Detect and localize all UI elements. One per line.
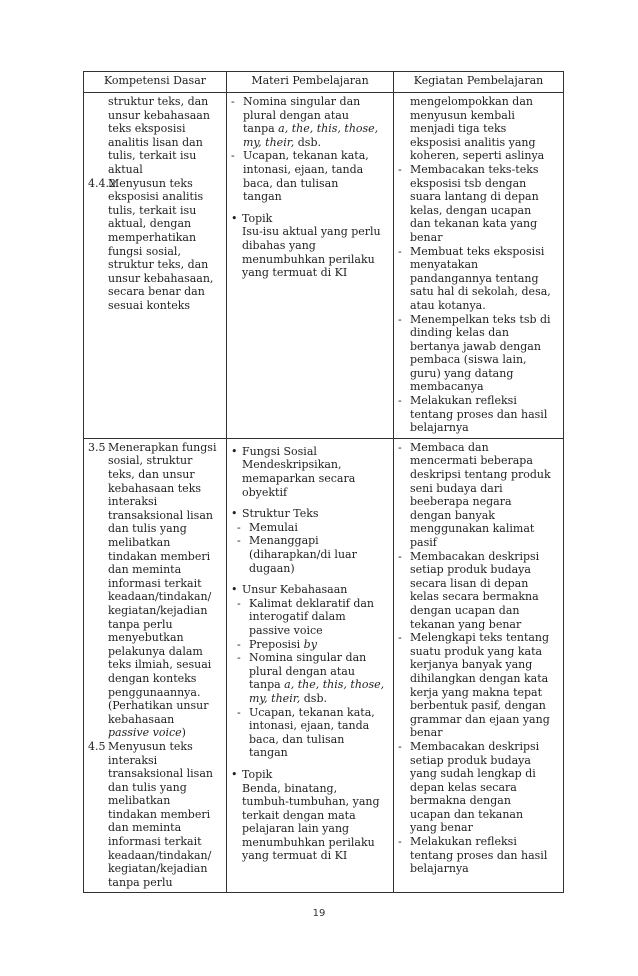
- unsur-kebahasaan-list: - Kalimat deklaratif dan interogatif dalam passive voice - Preposisi by - Nomina singular dan plural dengan atau tanpa a, the, this, those, my, their, dsb. - Ucapan, tekanan kata, intonasi, ejaan, tanda baca, dan tulisan tangan: [231, 597, 389, 760]
- text-line: menyusun kembali: [410, 108, 515, 122]
- text-line: tanpa perlu: [108, 875, 173, 889]
- text-line: menyebutkan: [108, 631, 184, 645]
- page-number: 19: [312, 908, 326, 919]
- text-line: bertanya jawab dengan: [410, 339, 541, 353]
- text-line: tulis, terkait isu: [108, 149, 197, 163]
- text-line: yang sudah lengkap di: [410, 767, 536, 781]
- text-line: eksposisi analitis yang: [410, 135, 536, 149]
- bullet-icon: •: [231, 767, 238, 781]
- text-line: berbentuk pasif, dengan: [410, 699, 546, 713]
- text-line: beeberapa negara: [410, 495, 512, 509]
- text-line: yang termuat di KI: [242, 266, 348, 280]
- text-line: Menyusun teks: [108, 176, 193, 190]
- text-line: plural dengan atau: [249, 664, 355, 678]
- text-line: pasif: [410, 536, 437, 549]
- text-line: tekanan yang benar: [410, 617, 522, 631]
- kegiatan-item: [398, 441, 559, 550]
- text-line: tentang proses dan hasil: [410, 848, 548, 862]
- ucapan-text: [249, 706, 389, 760]
- text-line: kelas secara bermakna: [410, 590, 539, 604]
- list-item-text: [410, 163, 559, 245]
- text-line: secara lisan di depan: [410, 576, 529, 590]
- text-line: aktual: [108, 162, 143, 176]
- text-line: terkait dengan mata: [242, 808, 356, 822]
- topik-text: [231, 225, 389, 279]
- text-line: interogatif dalam: [249, 610, 346, 624]
- text-line: kelas, dengan ucapan: [410, 203, 532, 217]
- text-line: atau kotanya.: [410, 298, 486, 312]
- text-line: kebahasaan teks: [108, 481, 202, 495]
- bullet-icon: •: [231, 444, 238, 458]
- text-line: yang termuat di KI: [242, 849, 348, 863]
- kegiatan-item: [398, 394, 559, 435]
- materi-topik: [231, 212, 389, 226]
- text-line: Nomina singular dan: [249, 651, 367, 665]
- table-header-row: [84, 72, 564, 93]
- text-line: deskripsi tentang produk: [410, 468, 551, 482]
- text-line: menjadi tiga teks: [410, 122, 507, 136]
- text-line: Mendeskripsikan,: [242, 458, 342, 472]
- list-item-text: [410, 394, 559, 435]
- dash-marker: -: [398, 835, 402, 849]
- text-line: sosial, struktur: [108, 454, 193, 468]
- text-line: dan meminta: [108, 821, 182, 835]
- ucapan-text: [243, 149, 389, 203]
- text-line: interaksi: [108, 753, 158, 767]
- kd-cell: [84, 93, 227, 439]
- text-line: Membacakan teks-teks: [410, 162, 539, 176]
- text-line: baca, dan tulisan: [249, 732, 345, 746]
- text-line: pembaca (siswa lain,: [410, 353, 527, 367]
- text-line: belajarnya: [410, 862, 469, 876]
- text-line: interaksi: [108, 495, 158, 509]
- fungsi-sosial-text: [231, 458, 389, 499]
- text-line: tindakan memberi: [108, 549, 211, 563]
- text-line: dengan ucapan dan: [410, 603, 520, 617]
- kegiatan-cell: [394, 93, 564, 439]
- text-line: kebahasaan: [108, 712, 175, 726]
- dash-marker: -: [398, 312, 402, 326]
- text-line: plural dengan atau: [243, 108, 349, 122]
- text-line: Memulai: [249, 520, 298, 534]
- text-line: menyatakan: [410, 258, 479, 272]
- text-line: pelakunya dalam: [108, 644, 203, 658]
- kegiatan-list: [398, 163, 559, 435]
- text-line: transaksional lisan: [108, 767, 213, 781]
- nomina-examples: a, the, this, those,: [278, 122, 379, 136]
- text-line: keadaan/tindakan/: [108, 848, 212, 862]
- text-line: secara benar dan: [108, 285, 205, 299]
- text-line: depan kelas secara: [410, 780, 517, 794]
- unsur-kebahasaan-heading: Unsur Kebahasaan: [242, 583, 348, 597]
- nomina-text-pre: tanpa: [243, 122, 279, 136]
- text-line: informasi terkait: [108, 576, 202, 590]
- text-line: menumbuhkan perilaku: [242, 835, 375, 849]
- list-item-text: [410, 550, 559, 632]
- text-line: Isu-isu aktual yang perlu: [242, 225, 381, 239]
- kd-text-end: ): [181, 726, 186, 740]
- text-line: grammar dan ejaan yang: [410, 712, 550, 726]
- list-item-text: [249, 534, 389, 575]
- nomina-text-pre: tanpa: [249, 678, 285, 692]
- materi-cell: [227, 93, 394, 439]
- text-line: Melengkapi teks tentang: [410, 631, 550, 645]
- list-item-text: [410, 441, 559, 550]
- text-line: Membacakan deskripsi: [410, 739, 540, 753]
- text-line: dan meminta: [108, 563, 182, 577]
- text-line: eksposisi tsb dengan: [410, 176, 527, 190]
- kegiatan-item: [398, 313, 559, 395]
- text-line: membacanya: [410, 380, 484, 394]
- dash-marker: -: [398, 739, 402, 753]
- text-line: setiap produk budaya: [410, 753, 531, 767]
- topik-heading: Topik: [242, 211, 273, 225]
- header-kegiatan-pembelajaran: Kegiatan Pembelajaran: [394, 72, 564, 93]
- text-line: teks, dan unsur: [108, 468, 195, 482]
- text-line: Ucapan, tekanan kata,: [249, 705, 375, 719]
- struktur-item: [237, 534, 389, 575]
- dash-marker: -: [398, 440, 402, 454]
- text-line: benar: [410, 726, 443, 740]
- text-line: Ucapan, tekanan kata,: [243, 149, 369, 163]
- text-line: pandangannya tentang: [410, 271, 539, 285]
- dash-marker: -: [237, 534, 241, 548]
- bullet-icon: •: [231, 583, 238, 597]
- text-line: tulis, terkait isu: [108, 203, 197, 217]
- list-item-text: [249, 521, 389, 535]
- text-line: setiap produk budaya: [410, 563, 531, 577]
- materi-cell: [227, 438, 394, 893]
- text-line: struktur teks, dan: [108, 258, 209, 272]
- header-kompetensi-dasar: Kompetensi Dasar: [84, 72, 227, 93]
- text-line: aktual, dengan: [108, 217, 192, 231]
- kd-text: [108, 441, 222, 740]
- text-line: melibatkan: [108, 536, 171, 549]
- list-item-text: [410, 835, 559, 876]
- materi-dash-item: - Nomina singular dan plural dengan atau tanpa a, the, this, those, my, their, dsb.: [231, 95, 389, 149]
- nomina-text: [249, 651, 389, 678]
- text-line: mencermati beberapa: [410, 454, 533, 468]
- header-materi-pembelajaran: Materi Pembelajaran: [227, 72, 394, 93]
- kegiatan-item: [398, 835, 559, 876]
- kegiatan-cell: [394, 438, 564, 893]
- topik-text: [231, 782, 389, 864]
- text-line: penggunaannya.: [108, 685, 201, 699]
- text-line: benar: [410, 230, 443, 244]
- text-line: koheren, seperti aslinya: [410, 149, 545, 163]
- text-line: intonasi, ejaan, tanda: [249, 719, 370, 733]
- nomina-text-post: dsb.: [300, 691, 327, 705]
- materi-topik: [231, 768, 389, 782]
- topik-heading: Topik: [242, 767, 273, 781]
- text-line: Membaca dan: [410, 440, 489, 454]
- table-row: [84, 438, 564, 893]
- kd-number: 4.4.2: [88, 176, 116, 190]
- text-line: analitis lisan dan: [108, 135, 203, 149]
- kd-text: [108, 177, 222, 313]
- list-item-text: [410, 631, 559, 740]
- text-line: dengan konteks: [108, 671, 197, 685]
- list-item-text: [410, 245, 559, 313]
- nomina-examples-2: my, their,: [243, 135, 295, 149]
- text-line: yang benar: [410, 821, 473, 835]
- kd-number: 4.5: [88, 739, 106, 753]
- text-line: menggunakan kalimat: [410, 522, 535, 536]
- text-line: seni budaya dari: [410, 481, 503, 495]
- text-line: dan tulis yang: [108, 522, 187, 536]
- text-line: Menyusun teks: [108, 739, 193, 753]
- text-line: tumbuh-tumbuhan, yang: [242, 795, 380, 809]
- dash-marker: -: [398, 162, 402, 176]
- materi-fungsi-sosial: [231, 445, 389, 459]
- kd-item-4-5: [88, 740, 222, 890]
- text-line: pelajaran lain yang: [242, 822, 350, 836]
- text-line: (diharapkan/di luar: [249, 548, 357, 561]
- text-line: kerjanya banyak yang: [410, 658, 533, 672]
- text-line: passive voice: [249, 623, 323, 637]
- fungsi-sosial-heading: Fungsi Sosial: [242, 444, 317, 458]
- dash-marker: -: [398, 631, 402, 645]
- text-line: dihilangkan dengan kata: [410, 671, 549, 685]
- text-line: dengan banyak: [410, 508, 495, 522]
- text-line: baca, dan tulisan: [243, 176, 339, 190]
- text-line: tangan: [243, 190, 282, 204]
- text-line: suara lantang di depan: [410, 190, 539, 204]
- text-line: unsur kebahasaan,: [108, 271, 214, 285]
- text-line: teks ilmiah, sesuai: [108, 658, 212, 672]
- kegiatan-list: [398, 441, 559, 876]
- text-line: dibahas yang: [242, 238, 316, 252]
- text-line: suatu produk yang kata: [410, 644, 543, 658]
- struktur-teks-list: [231, 521, 389, 575]
- kd-item-4-4-2: [88, 177, 222, 313]
- text-line: Nomina singular dan: [243, 95, 361, 108]
- text-line: Benda, binatang,: [242, 781, 338, 795]
- text-line: struktur teks, dan: [108, 95, 209, 108]
- text-line: tanpa perlu: [108, 617, 173, 631]
- text-line: Membuat teks eksposisi: [410, 244, 545, 258]
- text-line: dugaan): [249, 561, 295, 575]
- text-line: mengelompokkan dan: [410, 95, 533, 108]
- kd-continuation-text: [88, 95, 222, 177]
- kd-text: [108, 740, 222, 890]
- text-line: intonasi, ejaan, tanda: [243, 162, 364, 176]
- materi-struktur-teks: [231, 507, 389, 521]
- text-line: melibatkan: [108, 794, 171, 808]
- nomina-examples-2: my, their,: [249, 691, 301, 705]
- text-line: memaparkan secara: [242, 472, 356, 486]
- curriculum-table: [83, 71, 564, 893]
- text-line: guru) yang datang: [410, 366, 514, 380]
- passive-voice-term: passive voice: [108, 726, 182, 740]
- preposisi-text: Preposisi: [249, 637, 304, 651]
- text-line: Menerapkan fungsi: [108, 440, 217, 454]
- struktur-item: [237, 521, 389, 535]
- text-line: informasi terkait: [108, 835, 202, 849]
- text-line: bermakna dengan: [410, 794, 511, 808]
- table-row: [84, 93, 564, 439]
- text-line: belajarnya: [410, 421, 469, 435]
- text-line: dan tulis yang: [108, 780, 187, 794]
- bullet-icon: •: [231, 211, 238, 225]
- text-line: dan tekanan kata yang: [410, 217, 538, 231]
- list-item-text: [410, 740, 559, 835]
- text-line: tindakan memberi: [108, 807, 211, 821]
- kegiatan-continuation: [398, 95, 559, 163]
- text-line: satu hal di sekolah, desa,: [410, 285, 551, 299]
- text-line: ucapan dan tekanan: [410, 807, 524, 821]
- dash-marker: -: [398, 549, 402, 563]
- text-line: teks eksposisi: [108, 122, 186, 136]
- text-line: kerja yang makna tepat: [410, 685, 543, 699]
- text-line: memperhatikan: [108, 230, 197, 244]
- kd-cell: [84, 438, 227, 893]
- text-line: sesuai konteks: [108, 298, 191, 312]
- dash-marker: -: [398, 394, 402, 408]
- text-line: tangan: [249, 746, 288, 760]
- dash-marker: -: [237, 520, 241, 534]
- bullet-icon: •: [231, 507, 238, 521]
- text-line: unsur kebahasaan: [108, 108, 210, 122]
- text-line: Melakukan refleksi: [410, 394, 517, 408]
- kd-number: 3.5: [88, 440, 106, 454]
- text-line: tentang proses dan hasil: [410, 407, 548, 421]
- text-line: Menanggapi: [249, 534, 319, 548]
- nomina-text: [243, 95, 389, 122]
- text-line: Menempelkan teks tsb di: [410, 312, 551, 326]
- kegiatan-item: [398, 245, 559, 313]
- nomina-examples: a, the, this, those,: [284, 678, 385, 692]
- text-line: dinding kelas dan: [410, 326, 509, 340]
- text-line: obyektif: [242, 485, 288, 499]
- materi-unsur-kebahasaan: [231, 583, 389, 597]
- list-item-text: [410, 313, 559, 395]
- text-line: eksposisi analitis: [108, 190, 204, 204]
- kd-item-3-5: [88, 441, 222, 740]
- text-line: Kalimat deklaratif dan: [249, 596, 375, 610]
- text-line: keadaan/tindakan/: [108, 590, 212, 604]
- text-line: Melakukan refleksi: [410, 835, 517, 849]
- text-line: kegiatan/kejadian: [108, 603, 208, 617]
- nomina-text-post: dsb.: [294, 135, 321, 149]
- kalimat-text: [249, 597, 389, 638]
- kegiatan-item: [398, 631, 559, 740]
- kegiatan-item: [398, 550, 559, 632]
- kegiatan-item: [398, 163, 559, 245]
- text-line: fungsi sosial,: [108, 244, 181, 258]
- text-line: transaksional lisan: [108, 508, 213, 522]
- preposisi-example: by: [303, 637, 317, 651]
- materi-dash-item: - Ucapan, tekanan kata, intonasi, ejaan, tanda baca, dan tulisan tangan: [231, 149, 389, 203]
- text-line: Membacakan deskripsi: [410, 549, 540, 563]
- dash-marker: -: [398, 244, 402, 258]
- struktur-teks-heading: Struktur Teks: [242, 507, 319, 521]
- text-line: (Perhatikan unsur: [108, 699, 209, 713]
- kegiatan-item: [398, 740, 559, 835]
- text-line: menumbuhkan perilaku: [242, 252, 375, 266]
- text-line: kegiatan/kejadian: [108, 862, 208, 876]
